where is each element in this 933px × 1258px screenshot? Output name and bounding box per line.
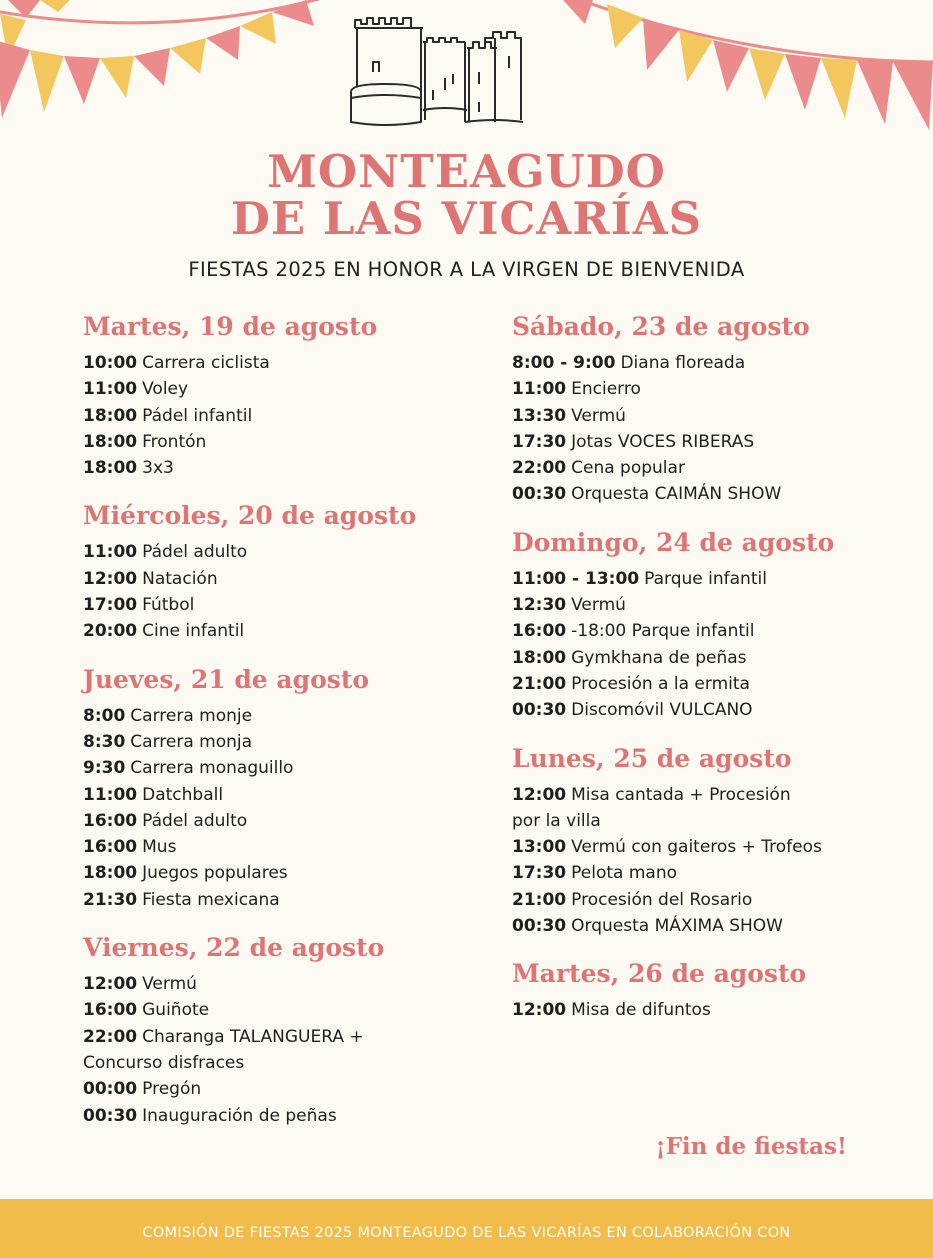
event-time: 00:00 bbox=[83, 1079, 138, 1100]
event-name: Vermú bbox=[142, 974, 197, 995]
event-item bbox=[83, 808, 393, 834]
event-item bbox=[512, 834, 822, 860]
event-time: 17:30 bbox=[512, 863, 567, 884]
event-item bbox=[83, 592, 393, 618]
event-item bbox=[83, 971, 393, 997]
event-item bbox=[83, 618, 393, 644]
flag-yellow bbox=[821, 58, 857, 118]
flag-pink bbox=[713, 40, 749, 92]
flag-yellow bbox=[170, 38, 206, 74]
event-name: Pádel adulto bbox=[142, 810, 248, 831]
event-item bbox=[83, 782, 393, 808]
event-name: -18:00 Parque infantil bbox=[571, 621, 755, 642]
flag-pink bbox=[206, 26, 240, 60]
event-name: Inauguración de peñas bbox=[142, 1105, 337, 1126]
event-item bbox=[83, 350, 393, 376]
event-name: Fútbol bbox=[142, 595, 195, 616]
event-time: 11:00 - 13:00 bbox=[512, 568, 640, 589]
event-time: 17:30 bbox=[512, 431, 567, 452]
event-item bbox=[83, 539, 393, 565]
event-name: Mus bbox=[142, 837, 177, 858]
footer-text: COMISIÓN DE FIESTAS 2025 MONTEAGUDO DE LAS VICARÍAS EN COLABORACIÓN CON bbox=[142, 1225, 791, 1241]
event-time: 16:00 bbox=[83, 810, 138, 831]
event-time: 18:00 bbox=[83, 863, 138, 884]
event-time: 17:00 bbox=[83, 595, 138, 616]
event-name: Pelota mano bbox=[571, 863, 677, 884]
event-time: 22:00 bbox=[512, 458, 567, 479]
event-item bbox=[83, 455, 393, 481]
day-title: Miércoles, 20 de agosto bbox=[83, 501, 417, 531]
event-time: 8:00 - 9:00 bbox=[512, 353, 616, 373]
event-name: Natación bbox=[142, 568, 218, 589]
event-item bbox=[83, 429, 393, 455]
event-item bbox=[512, 350, 822, 376]
event-name: Charanga TALANGUERA + Concurso disfraces bbox=[83, 1026, 364, 1073]
event-time: 11:00 bbox=[83, 784, 138, 805]
event-name: Voley bbox=[142, 379, 189, 400]
flag-pink bbox=[893, 62, 933, 130]
event-item bbox=[512, 860, 822, 886]
event-name: Gymkhana de peñas bbox=[571, 647, 747, 668]
event-name: Vermú bbox=[571, 595, 626, 616]
event-name: 3x3 bbox=[142, 458, 174, 479]
right-schedule-column bbox=[512, 310, 912, 1024]
event-name: Encierro bbox=[571, 379, 641, 400]
event-time: 13:30 bbox=[512, 405, 567, 426]
event-name: Parque infantil bbox=[644, 568, 767, 589]
event-item bbox=[83, 887, 393, 913]
left-schedule-column bbox=[83, 310, 483, 1129]
event-item bbox=[512, 376, 822, 402]
event-time: 10:00 bbox=[83, 353, 138, 373]
event-time: 12:00 bbox=[83, 974, 138, 995]
event-item bbox=[83, 834, 393, 860]
event-time: 12:30 bbox=[512, 595, 567, 616]
flag-yellow bbox=[40, 0, 70, 12]
flag-pink bbox=[857, 60, 893, 124]
day-title: Lunes, 25 de agosto bbox=[512, 743, 792, 773]
event-name: Misa de difuntos bbox=[571, 1000, 711, 1021]
closing-text: ¡Fin de fiestas! bbox=[655, 1133, 847, 1160]
day-section bbox=[512, 310, 912, 508]
day-section bbox=[512, 957, 912, 1023]
day-title: Martes, 26 de agosto bbox=[512, 959, 807, 989]
event-item bbox=[512, 455, 822, 481]
event-item bbox=[512, 913, 822, 939]
event-item bbox=[83, 403, 393, 429]
event-time: 00:30 bbox=[512, 916, 567, 937]
event-name: Guiñote bbox=[142, 1000, 210, 1021]
event-time: 8:30 bbox=[83, 731, 126, 752]
event-time: 00:30 bbox=[512, 700, 567, 721]
event-time: 11:00 bbox=[83, 542, 138, 563]
event-item bbox=[512, 671, 822, 697]
event-name: Frontón bbox=[142, 431, 207, 452]
event-item bbox=[512, 592, 822, 618]
event-time: 18:00 bbox=[512, 647, 567, 668]
event-item bbox=[512, 618, 822, 644]
event-name: Pregón bbox=[142, 1079, 202, 1100]
day-title: Jueves, 21 de agosto bbox=[83, 664, 370, 694]
event-name: Cine infantil bbox=[142, 621, 245, 642]
event-time: 21:00 bbox=[512, 673, 567, 694]
flag-pink bbox=[643, 18, 679, 70]
event-name: Orquesta CAIMÁN SHOW bbox=[571, 484, 782, 505]
event-item bbox=[83, 566, 393, 592]
flag-yellow bbox=[240, 12, 276, 44]
day-section bbox=[83, 310, 483, 481]
event-time: 12:00 bbox=[83, 568, 138, 589]
event-time: 21:00 bbox=[512, 889, 567, 910]
page-subtitle: FIESTAS 2025 EN HONOR A LA VIRGEN DE BIENVENIDA bbox=[188, 258, 745, 281]
event-item bbox=[512, 697, 822, 723]
event-name: Pádel infantil bbox=[142, 405, 253, 426]
bunting-right-decoration bbox=[563, 0, 933, 140]
event-name: Misa cantada + Procesión por la villa bbox=[512, 784, 791, 831]
day-section bbox=[83, 663, 483, 913]
event-item bbox=[512, 645, 822, 671]
flag-pink bbox=[563, 0, 593, 24]
event-item bbox=[512, 997, 822, 1023]
day-title: Sábado, 23 de agosto bbox=[512, 312, 810, 341]
event-item bbox=[512, 782, 822, 835]
event-item bbox=[83, 860, 393, 886]
event-item bbox=[512, 887, 822, 913]
event-name: Procesión a la ermita bbox=[571, 673, 750, 694]
event-item bbox=[83, 1076, 393, 1102]
event-item bbox=[83, 703, 393, 729]
event-name: Vermú bbox=[571, 405, 626, 426]
event-time: 12:00 bbox=[512, 1000, 567, 1021]
event-name: Vermú con gaiteros + Trofeos bbox=[571, 837, 822, 858]
event-item bbox=[83, 1103, 393, 1129]
day-section bbox=[83, 499, 483, 644]
event-name: Carrera monja bbox=[130, 731, 253, 752]
event-time: 11:00 bbox=[512, 379, 567, 400]
event-time: 12:00 bbox=[512, 784, 567, 805]
event-name: Discomóvil VULCANO bbox=[571, 700, 753, 721]
event-time: 9:30 bbox=[83, 758, 126, 779]
day-section bbox=[512, 526, 912, 724]
day-title: Martes, 19 de agosto bbox=[83, 312, 378, 341]
event-item bbox=[512, 403, 822, 429]
event-time: 22:00 bbox=[83, 1026, 138, 1047]
event-name: Cena popular bbox=[571, 458, 685, 479]
event-time: 00:30 bbox=[512, 484, 567, 505]
event-time: 8:00 bbox=[83, 705, 126, 726]
event-name: Orquesta MÁXIMA SHOW bbox=[571, 916, 783, 937]
event-name: Procesión del Rosario bbox=[571, 889, 753, 910]
event-time: 18:00 bbox=[83, 431, 138, 452]
day-section bbox=[83, 931, 483, 1129]
event-name: Carrera monaguillo bbox=[130, 758, 294, 779]
event-time: 18:00 bbox=[83, 405, 138, 426]
event-item bbox=[512, 429, 822, 455]
flag-yellow bbox=[607, 4, 643, 48]
event-name: Datchball bbox=[142, 784, 224, 805]
event-item bbox=[83, 1024, 393, 1077]
event-time: 00:30 bbox=[83, 1105, 138, 1126]
event-time: 21:30 bbox=[83, 889, 138, 910]
flag-yellow bbox=[749, 48, 785, 100]
event-time: 16:00 bbox=[83, 837, 138, 858]
event-time: 13:00 bbox=[512, 837, 567, 858]
event-time: 16:00 bbox=[512, 621, 567, 642]
page-title-line2: DE LAS VICARÍAS bbox=[230, 192, 703, 245]
event-item bbox=[512, 566, 822, 592]
event-name: Jotas VOCES RIBERAS bbox=[571, 431, 755, 452]
event-name: Pádel adulto bbox=[142, 542, 248, 563]
flag-yellow bbox=[100, 56, 134, 98]
event-time: 20:00 bbox=[83, 621, 138, 642]
day-title: Domingo, 24 de agosto bbox=[512, 527, 835, 557]
flag-pink bbox=[134, 48, 170, 86]
castle-illustration bbox=[345, 12, 535, 132]
event-name: Diana floreada bbox=[620, 353, 746, 373]
event-item bbox=[83, 729, 393, 755]
flag-pink bbox=[64, 56, 100, 104]
flag-pink bbox=[785, 54, 821, 110]
event-time: 11:00 bbox=[83, 379, 138, 400]
event-item bbox=[83, 755, 393, 781]
footer-bar bbox=[0, 1199, 933, 1258]
day-title: Viernes, 22 de agosto bbox=[83, 933, 385, 963]
event-name: Carrera monje bbox=[130, 705, 253, 726]
event-item bbox=[512, 481, 822, 507]
event-time: 16:00 bbox=[83, 1000, 138, 1021]
day-section bbox=[512, 742, 912, 940]
bunting-left-decoration bbox=[0, 0, 340, 140]
event-name: Fiesta mexicana bbox=[142, 889, 280, 910]
page-title-line1: MONTEAGUDO bbox=[267, 145, 666, 198]
event-time: 18:00 bbox=[83, 458, 138, 479]
event-item bbox=[83, 997, 393, 1023]
flag-yellow bbox=[30, 50, 64, 112]
event-name: Carrera ciclista bbox=[142, 353, 270, 373]
event-item bbox=[83, 376, 393, 402]
flag-pink bbox=[0, 40, 30, 118]
event-name: Juegos populares bbox=[142, 863, 288, 884]
